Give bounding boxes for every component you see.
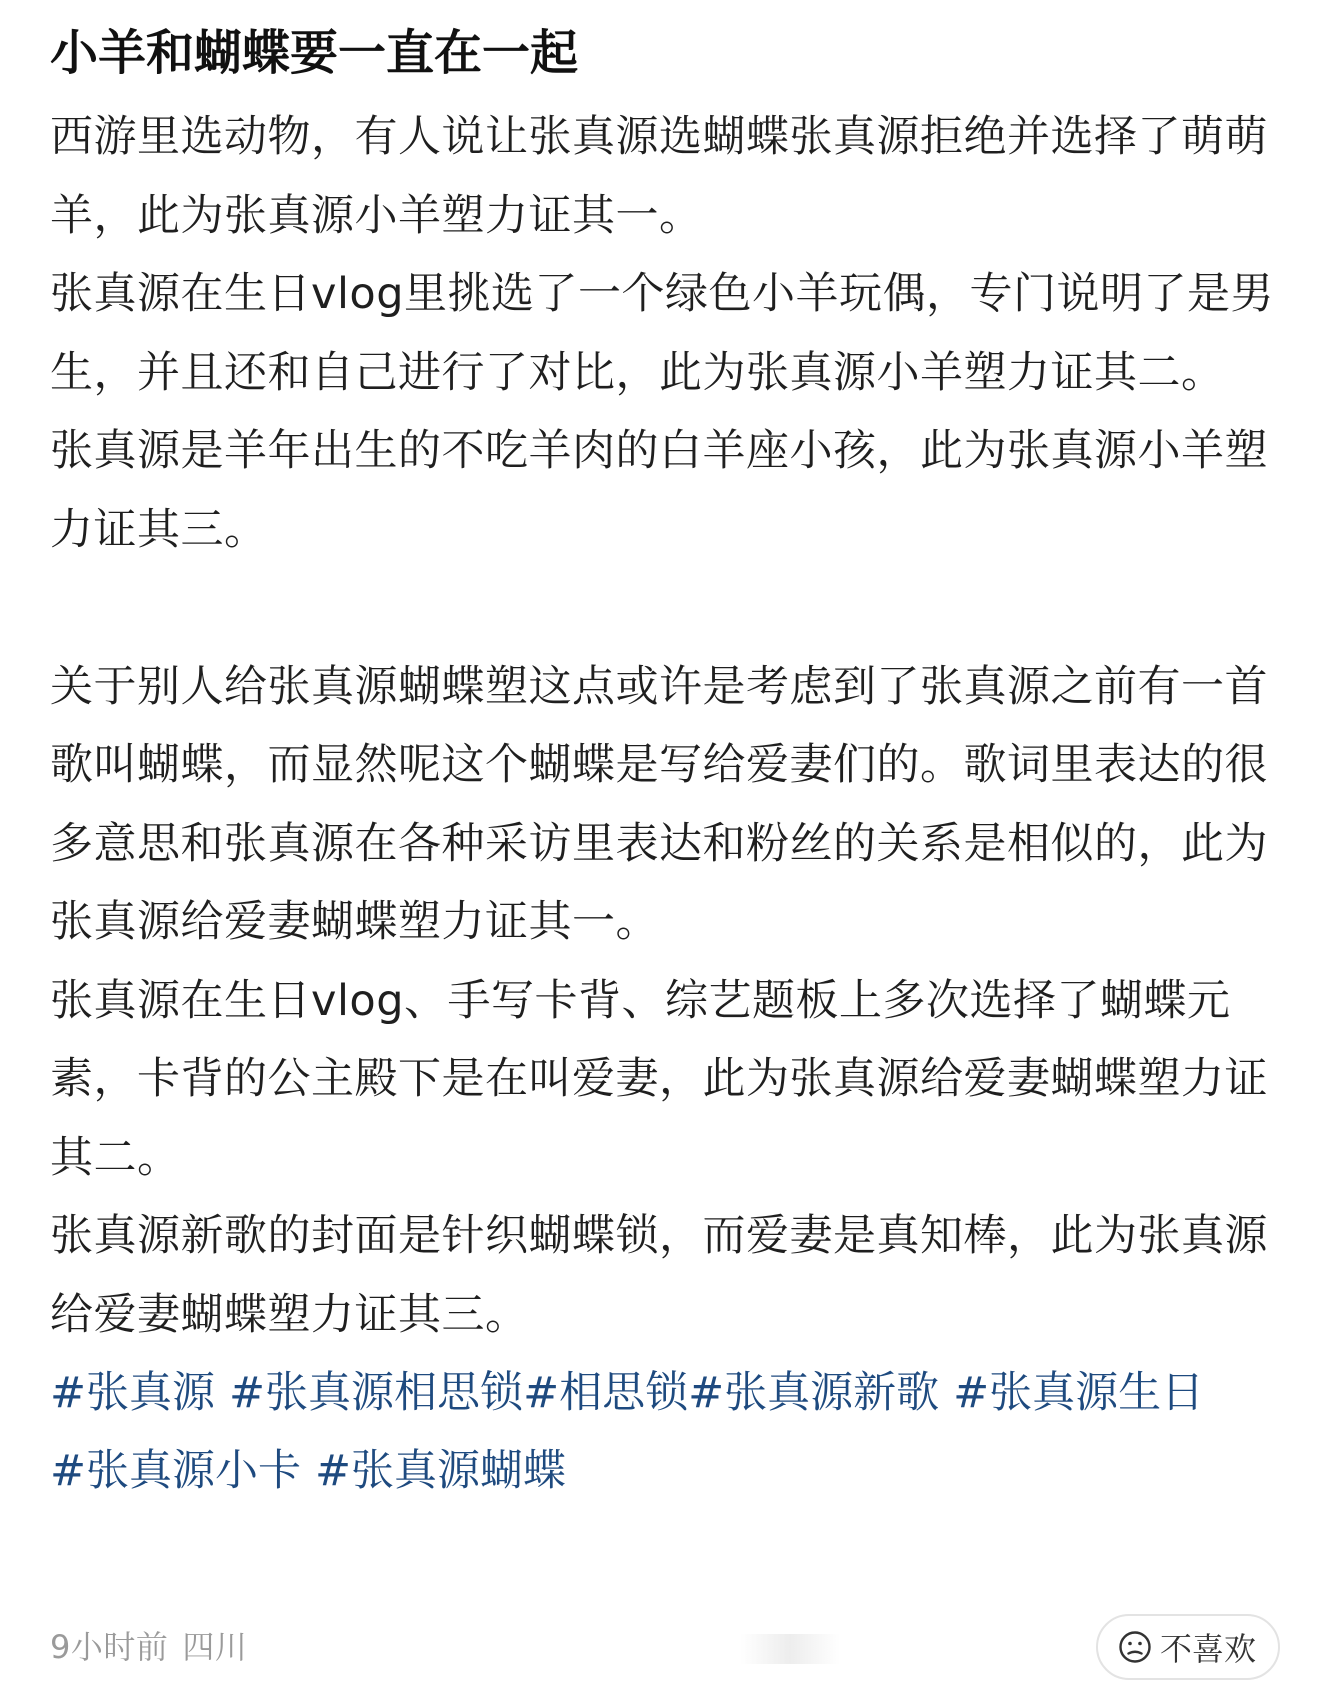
paragraph-1: 西游里选动物，有人说让张真源选蝴蝶张真源拒绝并选择了萌萌羊，此为张真源小羊塑力证其一。 (50, 112, 1268, 241)
post-content (50, 12, 1280, 1510)
hashtag-link[interactable]: #张真源生日 (953, 1368, 1205, 1418)
hashtag-link[interactable]: #张真源相思锁 (229, 1368, 524, 1418)
hashtag-link[interactable]: #张真源新歌 (688, 1368, 940, 1418)
post-footer (50, 1614, 1280, 1684)
hashtag-link[interactable]: #相思锁 (523, 1368, 689, 1418)
post-title: 小羊和蝴蝶要一直在一起 (50, 25, 579, 81)
hashtag-link[interactable]: #张真源蝴蝶 (315, 1446, 567, 1496)
hashtag-link[interactable]: #张真源 (50, 1368, 216, 1418)
hashtag-link[interactable]: #张真源小卡 (50, 1446, 302, 1496)
post-time: 9小时前 (50, 1628, 169, 1666)
paragraph-gap (50, 569, 1280, 648)
watermark-fade (740, 1634, 840, 1664)
frown-face-icon (1118, 1630, 1152, 1664)
paragraph-5: 张真源在生日vlog、手写卡背、综艺题板上多次选择了蝴蝶元素，卡背的公主殿下是在叫爱妻，此为张真源给爱妻蝴蝶塑力证其二。 (50, 975, 1268, 1183)
paragraph-4: 关于别人给张真源蝴蝶塑这点或许是考虑到了张真源之前有一首歌叫蝴蝶，而显然呢这个蝴蝶是写给爱妻们的。歌词里表达的很多意思和张真源在各种采访里表达和粉丝的关系是相似的，此为张真源给爱妻蝴蝶塑力证其一。 (50, 661, 1268, 947)
dislike-button[interactable] (1096, 1614, 1280, 1680)
post-location: 四川 (182, 1628, 248, 1666)
post-meta (50, 1622, 261, 1668)
paragraph-6: 张真源新歌的封面是针织蝴蝶锁，而爱妻是真知棒，此为张真源给爱妻蝴蝶塑力证其三。 (50, 1211, 1268, 1340)
dislike-label: 不喜欢 (1159, 1630, 1256, 1668)
hashtag-list (50, 1354, 1280, 1510)
paragraph-3: 张真源是羊年出生的不吃羊肉的白羊座小孩，此为张真源小羊塑力证其三。 (50, 426, 1268, 555)
paragraph-2: 张真源在生日vlog里挑选了一个绿色小羊玩偶，专门说明了是男生，并且还和自己进行了对比，此为张真源小羊塑力证其二。 (50, 269, 1274, 398)
